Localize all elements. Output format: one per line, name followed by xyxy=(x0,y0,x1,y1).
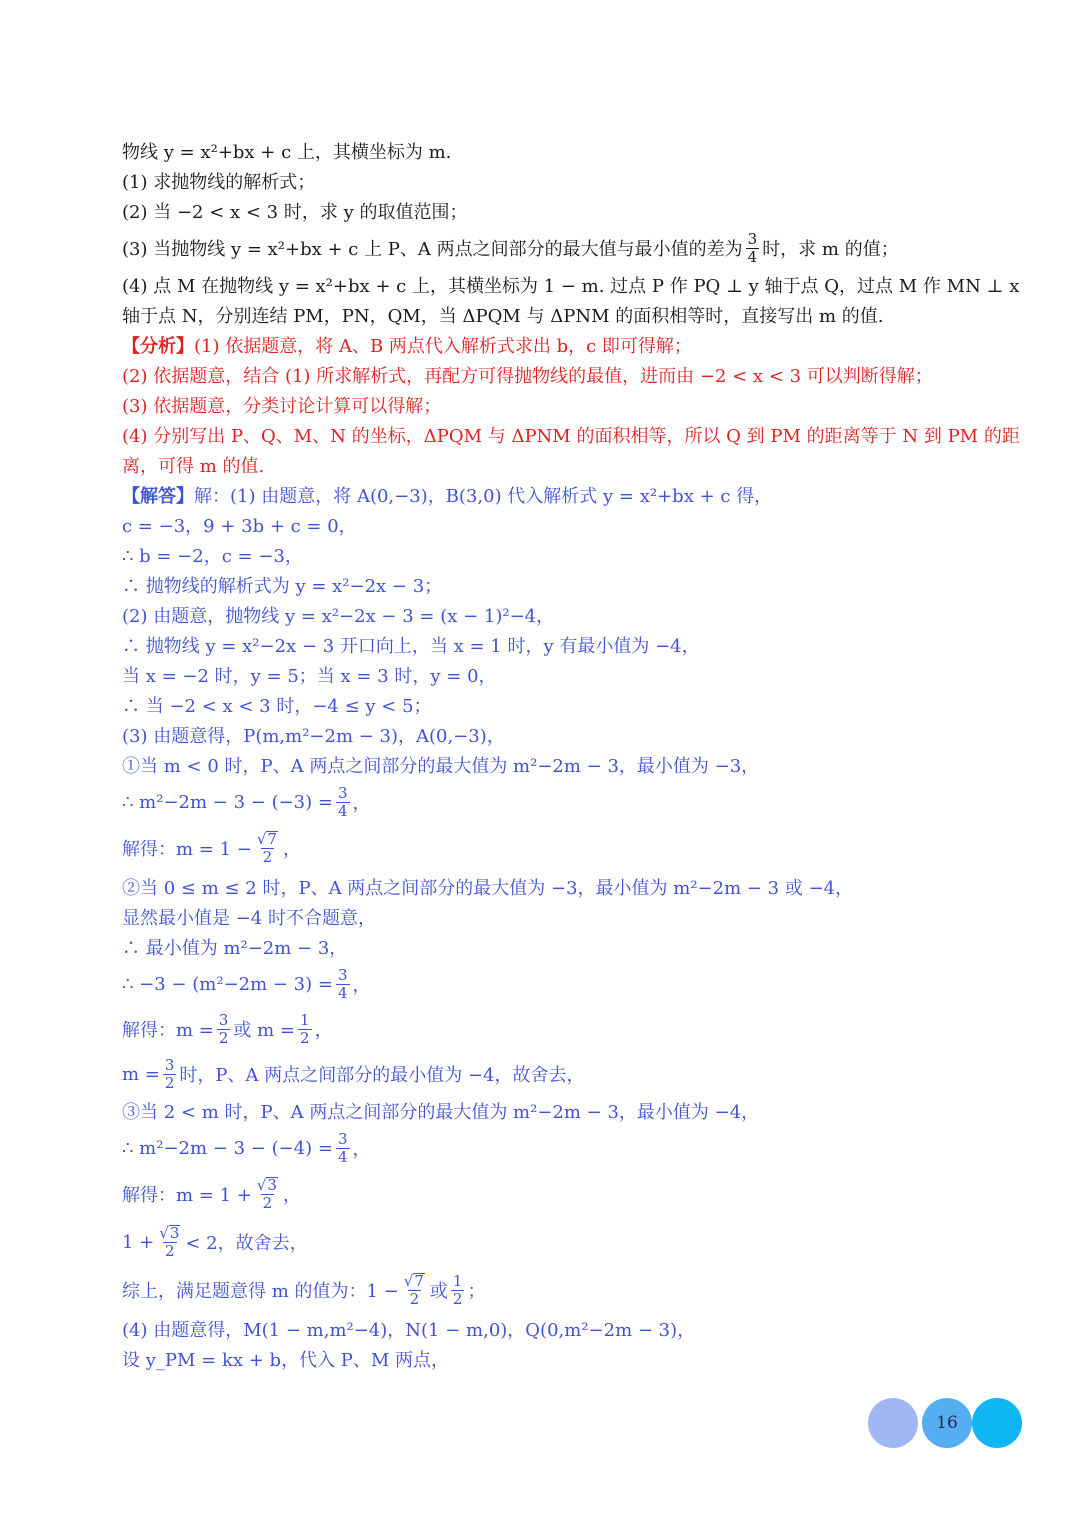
fraction-numerator: 3 xyxy=(218,1010,229,1029)
fraction-three-quarters xyxy=(336,1131,350,1166)
analysis-text-1: (1) 依据题意，将 A、B 两点代入解析式求出 b，c 即可得解； xyxy=(194,336,692,357)
fraction-three-quarters xyxy=(336,785,350,820)
solution-line-25: 设 y_PM = kx + b，代入 P、M 两点， xyxy=(122,1350,450,1371)
analysis-line-4: (4) 分别写出 P、Q、M、N 的坐标，ΔPQM 与 ΔPNM 的面积相等，所以 Q 到 PM 的距离等于 N 到 PM 的距 xyxy=(122,426,1020,447)
fraction-one-half xyxy=(298,1012,312,1047)
solution-line-13: ②当 0 ≤ m ≤ 2 时，P、A 两点之间部分的最大值为 −3，最小值为 m²−2m − 3 或 −4， xyxy=(122,878,854,899)
question-4-line-2: 轴于点 N，分别连结 PM，PN，QM，当 ΔPQM 与 ΔPNM 的面积相等时，直接写出 m 的值. xyxy=(122,306,884,327)
punctuation: ， xyxy=(352,1139,371,1160)
fraction-numerator: 3 xyxy=(164,1055,175,1074)
radicand: 7 xyxy=(267,829,277,848)
radicand: 7 xyxy=(414,1271,424,1290)
solution-line-24: (4) 由题意得，M(1 − m,m²−4)，N(1 − m,0)，Q(0,m²−2m − 3)， xyxy=(122,1320,696,1341)
question-2: (2) 当 −2 < x < 3 时，求 y 的取值范围； xyxy=(122,202,468,223)
fraction-sqrt7-over-2 xyxy=(402,1273,427,1308)
fraction-numerator: 3 xyxy=(337,783,348,802)
solution-line-10: ①当 m < 0 时，P、A 两点之间部分的最大值为 m²−2m − 3，最小值为 −3， xyxy=(122,756,760,777)
solution-text-1: 解：(1) 由题意，将 A(0,−3)，B(3,0) 代入解析式 y = x²+bx + c 得， xyxy=(194,486,773,507)
solution-line-1 xyxy=(122,480,1002,510)
discard-text: < 2，故舍去， xyxy=(185,1233,308,1254)
fraction-one-half xyxy=(451,1273,465,1308)
fraction-denominator: 2 xyxy=(165,1241,175,1260)
sqrt-expression: √ 7 xyxy=(256,829,277,848)
fraction-numerator: 3 xyxy=(337,1129,348,1148)
fraction-denominator: 2 xyxy=(262,1193,273,1212)
radicand: 3 xyxy=(267,1175,277,1194)
analysis-line-3: (3) 依据题意，分类讨论计算可以得解； xyxy=(122,396,442,417)
solution-line-17 xyxy=(122,1006,1002,1052)
solution-line-5: (2) 由题意，抛物线 y = x²−2x − 3 = (x − 1)²−4， xyxy=(122,606,555,627)
page-number: 16 xyxy=(936,1413,958,1433)
result-text: 解得：m = 1 + xyxy=(122,1185,252,1206)
fraction-denominator: 4 xyxy=(747,247,758,266)
question-4-line-1: (4) 点 M 在抛物线 y = x²+bx + c 上，其横坐标为 1 − m. 过点 P 作 PQ ⊥ y 轴于点 Q，过点 M 作 MN ⊥ x xyxy=(122,276,1020,297)
fraction-denominator: 2 xyxy=(218,1028,229,1047)
question-3 xyxy=(122,226,1002,270)
fraction-three-quarters xyxy=(336,967,350,1002)
fraction-numerator: 3 xyxy=(747,229,758,248)
fraction-sqrt7-over-2 xyxy=(255,831,280,866)
solution-line-18 xyxy=(122,1052,1002,1096)
fraction-three-halves xyxy=(163,1057,177,1092)
analysis-line-2: (2) 依据题意，结合 (1) 所求解析式，再配方可得抛物线的最值，进而由 −2 < x < 3 可以判断得解； xyxy=(122,366,933,387)
fraction-denominator: 4 xyxy=(337,1147,348,1166)
question-3-text: (3) 当抛物线 y = x²+bx + c 上 P、A 两点之间部分的最大值与最小值的差为 xyxy=(122,239,743,260)
page-badge-left-circle xyxy=(868,1398,918,1448)
solution-line-16 xyxy=(122,962,1002,1006)
sqrt-expression: √ 7 xyxy=(403,1271,424,1290)
solution-line-2: c = −3，9 + 3b + c = 0， xyxy=(122,516,357,537)
m-equals: m = xyxy=(122,1063,160,1085)
fraction-denominator: 2 xyxy=(262,847,273,866)
punctuation: ， xyxy=(352,793,371,814)
fraction-numerator: 1 xyxy=(452,1271,463,1290)
punctuation: ， xyxy=(314,1020,333,1041)
page-number-badge xyxy=(922,1398,972,1448)
solution-tag: 【解答】 xyxy=(122,486,194,507)
solution-line-3: ∴ b = −2，c = −3， xyxy=(122,546,303,567)
radicand: 3 xyxy=(169,1223,180,1242)
fraction-three-quarters xyxy=(746,231,760,266)
solution-line-19: ③当 2 < m 时，P、A 两点之间部分的最大值为 m²−2m − 3，最小值为 −4， xyxy=(122,1102,760,1123)
page-content xyxy=(122,136,1020,1374)
solution-line-9: (3) 由题意得，P(m,m²−2m − 3)，A(0,−3)， xyxy=(122,726,505,747)
problem-line-1: 物线 y = x²+bx + c 上，其横坐标为 m. xyxy=(122,142,452,163)
sqrt-expression: √ 3 xyxy=(159,1223,180,1242)
fraction-sqrt3-over-2 xyxy=(255,1177,280,1212)
punctuation: ， xyxy=(282,1185,301,1206)
question-3-tail: 时，求 m 的值； xyxy=(762,239,899,260)
inequality-text: 1 + xyxy=(122,1231,155,1253)
fraction-numerator: 3 xyxy=(337,965,348,984)
solution-line-4: ∴ 抛物线的解析式为 y = x²−2x − 3； xyxy=(122,576,443,597)
fraction-numerator: 1 xyxy=(300,1010,310,1029)
solution-line-12 xyxy=(122,824,1002,872)
solution-line-14: 显然最小值是 −4 时不合题意， xyxy=(122,908,376,929)
solution-line-7: 当 x = −2 时，y = 5；当 x = 3 时，y = 0， xyxy=(122,666,497,687)
solution-line-21 xyxy=(122,1170,1002,1218)
analysis-tag: 【分析】 xyxy=(122,336,194,357)
equation-text: ∴ m²−2m − 3 − (−4) = xyxy=(122,1137,333,1159)
fraction-sqrt3-over-2 xyxy=(157,1225,182,1260)
question-1: (1) 求抛物线的解析式； xyxy=(122,172,316,193)
analysis-line-1 xyxy=(122,330,1002,360)
solution-line-22 xyxy=(122,1218,1002,1266)
solution-line-23 xyxy=(122,1266,1002,1314)
page-badge-right-circle xyxy=(972,1398,1022,1448)
sqrt-expression: √ 3 xyxy=(256,1175,277,1194)
result-text: 解得：m = 1 − xyxy=(122,839,252,860)
solution-line-20 xyxy=(122,1126,1002,1170)
summary-text: 综上，满足题意得 m 的值为：1 − xyxy=(122,1281,399,1302)
fraction-denominator: 4 xyxy=(337,801,348,820)
fraction-denominator: 2 xyxy=(300,1028,310,1047)
punctuation: ； xyxy=(467,1281,486,1302)
fraction-denominator: 4 xyxy=(337,983,348,1002)
or-text: 或 m = xyxy=(233,1020,296,1041)
fraction-denominator: 2 xyxy=(164,1073,175,1092)
solution-line-8: ∴ 当 −2 < x < 3 时，−4 ≤ y < 5； xyxy=(122,696,432,717)
equation-text: ∴ −3 − (m²−2m − 3) = xyxy=(122,973,333,995)
fraction-denominator: 2 xyxy=(409,1289,420,1308)
fraction-denominator: 2 xyxy=(452,1289,463,1308)
solution-line-15: ∴ 最小值为 m²−2m − 3， xyxy=(122,938,348,959)
equation-text: ∴ m²−2m − 3 − (−3) = xyxy=(122,791,333,813)
solution-line-6: ∴ 抛物线 y = x²−2x − 3 开口向上，当 x = 1 时，y 有最小值为 −4， xyxy=(122,636,700,657)
or-text: 或 xyxy=(429,1281,448,1302)
fraction-three-halves xyxy=(217,1012,231,1047)
analysis-line-5: 离，可得 m 的值. xyxy=(122,456,265,477)
solution-line-11 xyxy=(122,780,1002,824)
result-text: 解得：m = xyxy=(122,1020,214,1041)
discard-text: 时，P、A 两点之间部分的最小值为 −4，故舍去， xyxy=(179,1065,585,1086)
punctuation: ， xyxy=(352,975,371,996)
punctuation: ， xyxy=(282,839,301,860)
